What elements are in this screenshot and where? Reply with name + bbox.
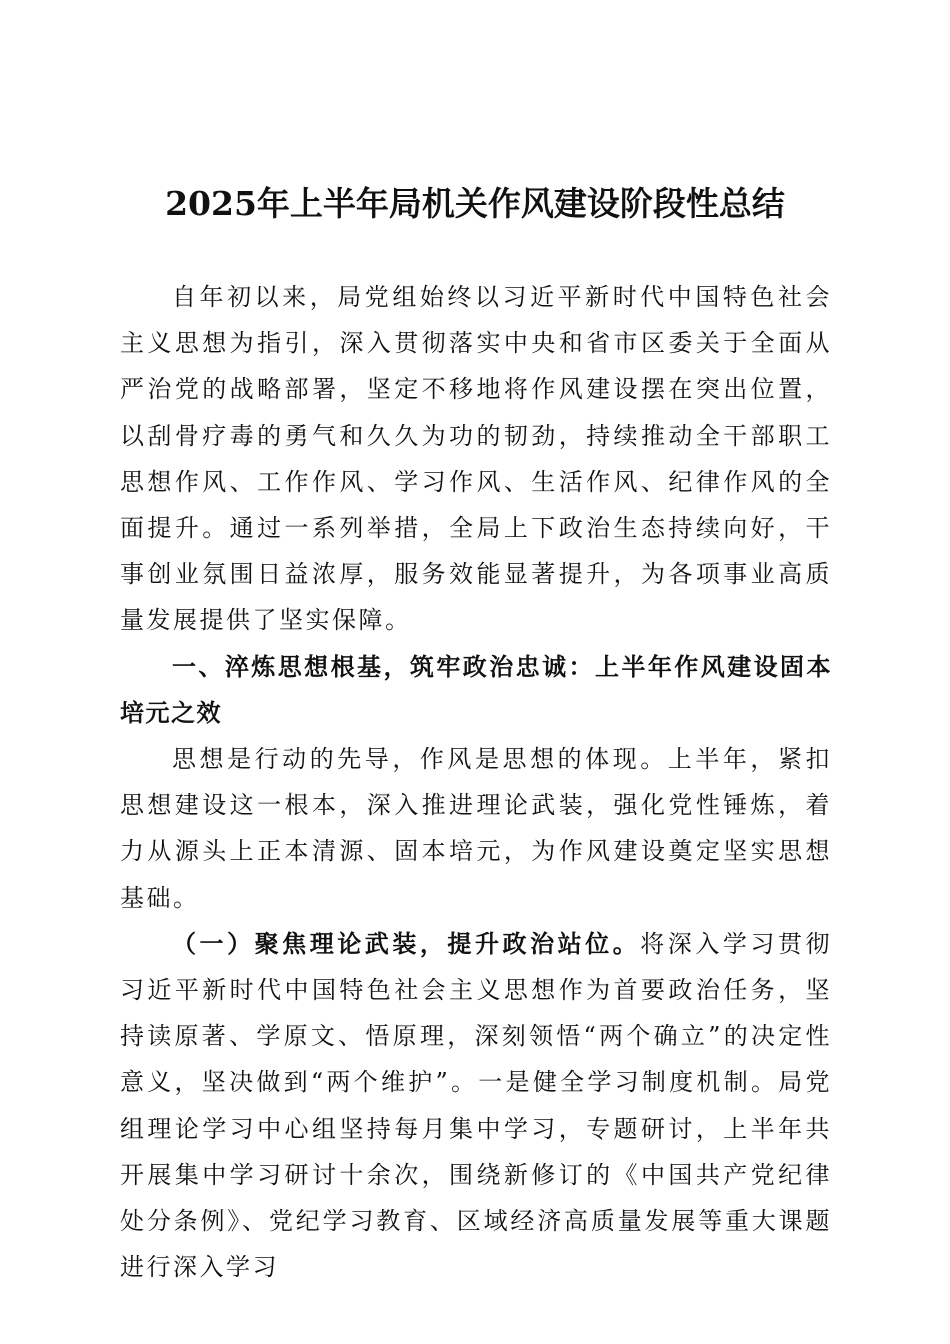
section-1-intro-paragraph: 思想是行动的先导，作风是思想的体现。上半年，紧扣思想建设这一根本，深入推进理论武装，强化党性锤炼，着力从源头上正本清源、固本培元，为作风建设奠定坚实思想基础。 [120,745,832,912]
intro-paragraph: 自年初以来，局党组始终以习近平新时代中国特色社会主义思想为指引，深入贯彻落实中央和省市区委关于全面从严治党的战略部署，坚定不移地将作风建设摆在突出位置，以刮骨疗毒的勇气和久久为功的韧劲，持续推动全干部职工思想作风、工作作风、学习作风、生活作风、纪律作风的全面提升。通过一系列举措，全局上下政治生态持续向好，干事创业氛围日益浓厚，服务效能显著提升，为各项事业高质量发展提供了坚实保障。 [120,283,832,635]
subsection-1-lead: （一）聚焦理论武装，提升政治站位。 [172,928,641,958]
document-title: 2025年上半年局机关作风建设阶段性总结 [165,184,785,223]
section-1-heading: 一、淬炼思想根基，筑牢政治忠诚：上半年作风建设固本培元之效 [120,652,832,727]
document-body [120,274,832,1290]
subsection-1-paragraph [120,921,832,1291]
subsection-1-text: 将深入学习贯彻习近平新时代中国特色社会主义思想作为首要政治任务，坚持读原著、学原文、悟原理，深刻领悟“两个确立”的决定性意义，坚决做到“两个维护”。一是健全学习制度机制。局党组理论学习中心组坚持每月集中学习，专题研讨，上半年共开展集中学习研讨十余次，围绕新修订的《中国共产党纪律处分条例》、党纪学习教育、区域经济高质量发展等重大课题进行深入学习 [120,929,833,1282]
